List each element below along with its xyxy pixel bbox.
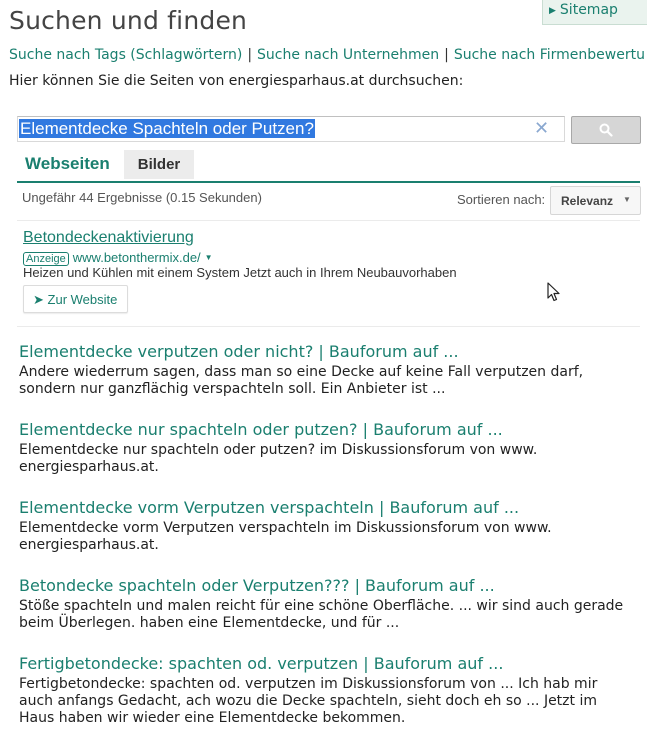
ad-website-button[interactable]	[23, 285, 128, 313]
link-separator: |	[444, 47, 449, 63]
chevron-down-icon: ▼	[623, 195, 631, 204]
search-query-text[interactable]: Elementdecke Spachteln oder Putzen?	[20, 119, 314, 138]
result-tabs	[17, 150, 640, 183]
mouse-cursor-icon	[547, 282, 561, 302]
sitemap-box	[542, 0, 647, 25]
ad-url[interactable]: www.betonthermix.de/	[72, 250, 201, 265]
snippet-line: energiesparhaus.at.	[19, 537, 159, 553]
intro-text: Hier können Sie die Seiten von energiesparhaus.at durchsuchen:	[9, 73, 464, 89]
result-snippet	[19, 676, 639, 727]
search-result	[19, 498, 639, 554]
snippet-line: sondern nur ganzflächig verspachteln soll. Ein Anbieter ist ...	[19, 381, 446, 397]
search-input[interactable]	[17, 116, 565, 142]
tag-search-link[interactable]: Suche nach Tags (Schlagwörtern)	[9, 47, 243, 63]
tab-webseiten[interactable]: Webseiten	[25, 154, 110, 173]
snippet-line: beim Überlegen. haben eine Elementdecke, und für ...	[19, 615, 400, 631]
search-result	[19, 654, 639, 727]
search-button[interactable]	[571, 116, 641, 144]
sort-value: Relevanz	[561, 194, 614, 208]
close-icon[interactable]: ✕	[534, 118, 550, 139]
result-snippet	[19, 364, 639, 398]
company-search-link[interactable]: Suche nach Unternehmen	[257, 47, 440, 63]
ad-url-line	[23, 250, 213, 266]
sort-dropdown[interactable]	[550, 186, 641, 215]
snippet-line: energiesparhaus.at.	[19, 459, 159, 475]
page-title: Suchen und finden	[9, 6, 248, 35]
caret-down-icon[interactable]: ▼	[204, 253, 213, 262]
snippet-line: Elementdecke nur spachteln oder putzen? im Diskussionsforum von www.	[19, 442, 538, 458]
divider	[17, 326, 640, 327]
result-snippet	[19, 598, 639, 632]
result-title-link[interactable]: Elementdecke verputzen oder nicht? | Bauforum auf ...	[19, 342, 459, 361]
search-result	[19, 420, 639, 476]
snippet-line: Andere wiederrum sagen, dass man so eine Decke auf keine Fall verputzen darf,	[19, 364, 584, 380]
tab-bilder[interactable]: Bilder	[124, 150, 194, 179]
search-result	[19, 342, 639, 398]
snippet-line: Fertigbetondecke: spachten od. verputzen im Diskussionsforum von ... Ich hab mir	[19, 676, 598, 692]
result-count: Ungefähr 44 Ergebnisse (0.15 Sekunden)	[22, 190, 262, 205]
result-title-link[interactable]: Elementdecke nur spachteln oder putzen? | Bauforum auf ...	[19, 420, 503, 439]
ad-button-label: Zur Website	[47, 292, 118, 307]
snippet-line: Elementdecke vorm Verputzen verspachteln im Diskussionsforum von www.	[19, 520, 552, 536]
ad-title-link[interactable]: Betondeckenaktivierung	[23, 229, 194, 246]
ad-badge: Anzeige	[23, 252, 69, 266]
snippet-line: Haus haben wir wieder eine Elementdecke bekommen.	[19, 710, 406, 726]
search-result	[19, 576, 639, 632]
triangle-right-icon: ▶	[549, 6, 556, 16]
sitemap-label[interactable]: Sitemap	[559, 2, 618, 18]
search-icon	[599, 123, 613, 137]
search-type-links	[9, 47, 645, 63]
arrow-right-icon: ➤	[33, 292, 44, 307]
ad-description: Heizen und Kühlen mit einem System Jetzt auch in Ihrem Neubauvorhaben	[23, 265, 457, 280]
result-snippet	[19, 520, 639, 554]
result-title-link[interactable]: Betondecke spachteln oder Verputzen??? | Bauforum auf ...	[19, 576, 495, 595]
result-title-link[interactable]: Elementdecke vorm Verputzen verspachteln | Bauforum auf ...	[19, 498, 520, 517]
snippet-line: Stöße spachteln und malen reicht für eine schöne Oberfläche. ... wir sind auch gerade	[19, 598, 624, 614]
result-title-link[interactable]: Fertigbetondecke: spachten od. verputzen | Bauforum auf ...	[19, 654, 504, 673]
divider	[17, 220, 640, 221]
sitemap-link[interactable]	[549, 2, 618, 18]
company-rating-search-link[interactable]: Suche nach Firmenbewertu	[453, 47, 645, 63]
snippet-line: auch anfangs Gedacht, ach wozu die Decke spachteln, sieht doch eh so ... Jetzt im	[19, 693, 597, 709]
sort-label: Sortieren nach:	[457, 192, 546, 207]
result-snippet	[19, 442, 639, 476]
link-separator: |	[247, 47, 253, 63]
